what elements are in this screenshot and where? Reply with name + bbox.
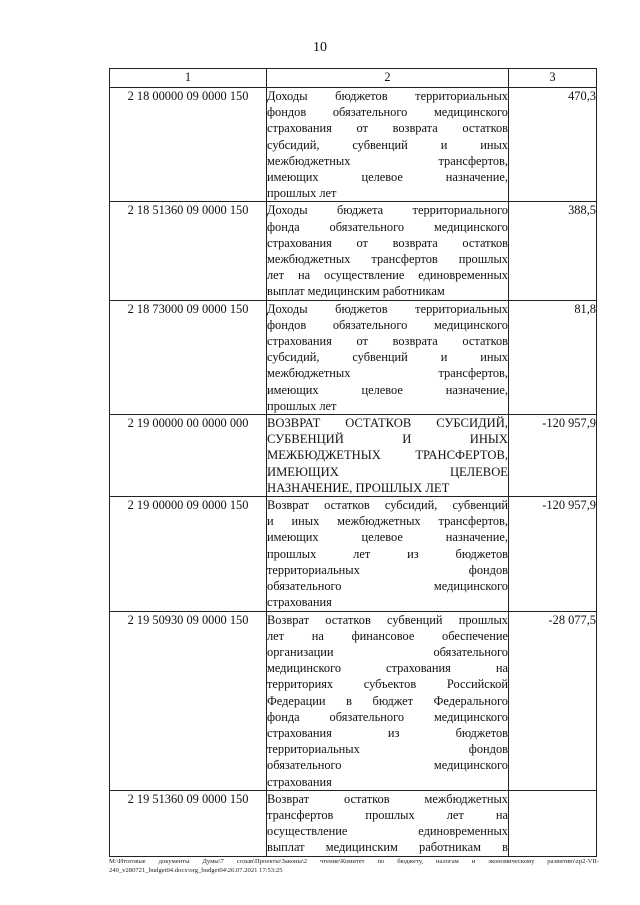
income-name-line: страхования <box>267 595 332 610</box>
budget-code-cell: 2 18 51360 09 0000 150 <box>110 202 267 300</box>
income-name-line: МЕЖБЮДЖЕТНЫХ ТРАНСФЕРТОВ, <box>267 448 508 463</box>
income-name-line: прошлых лет <box>267 398 337 413</box>
income-name-line: Федерации в бюджет Федерального <box>267 693 508 708</box>
budget-table <box>109 68 597 857</box>
income-name-line: Доходы бюджетов территориальных <box>267 301 508 316</box>
income-name-line: субсидий, субвенций и иных <box>267 350 508 365</box>
column-header-sum: 3 <box>509 69 597 88</box>
income-name-line: фондов обязательного медицинского <box>267 317 508 332</box>
income-name-line: Возврат остатков межбюджетных <box>267 791 508 806</box>
table-row <box>110 300 597 414</box>
amount-cell: -120 957,9 <box>509 415 597 497</box>
footer-file-path: M:\Итоговые документы Думы\7 созыв\Проекты\Законы\2 чтение\Комитет по бюджету, налогам и экономическому развитию\zp2-VII-240_v280721_budget04.docx\org_budget04\26.07.2021 17:53:25 <box>109 858 599 874</box>
income-name-cell <box>267 202 509 300</box>
income-name-line: трансфертов прошлых лет на <box>267 807 508 822</box>
income-name-line: НАЗНАЧЕНИЕ, ПРОШЛЫХ ЛЕТ <box>267 480 450 495</box>
income-name-line: обязательного медицинского <box>267 579 508 594</box>
income-name-line: прошлых лет из бюджетов <box>267 546 508 561</box>
budget-code-cell: 2 19 50930 09 0000 150 <box>110 611 267 790</box>
budget-code-cell: 2 19 00000 00 0000 000 <box>110 415 267 497</box>
column-header-name: 2 <box>267 69 509 88</box>
income-name-line: страхования от возврата остатков <box>267 121 508 136</box>
income-name-line: организации обязательного <box>267 644 508 659</box>
income-name-line: СУБВЕНЦИЙ И ИНЫХ <box>267 432 508 447</box>
income-name-line: имеющих целевое назначение, <box>267 170 508 185</box>
income-name-line: межбюджетных трансфертов, <box>267 366 508 381</box>
amount-cell <box>509 790 597 856</box>
amount-cell: -28 077,5 <box>509 611 597 790</box>
income-name-line: территориальных фондов <box>267 742 508 757</box>
table-row <box>110 202 597 300</box>
table-row <box>110 415 597 497</box>
income-name-line: фонда обязательного медицинского <box>267 709 508 724</box>
income-name-line: ВОЗВРАТ ОСТАТКОВ СУБСИДИЙ, <box>267 416 508 431</box>
income-name-cell <box>267 415 509 497</box>
income-name-cell <box>267 88 509 202</box>
income-name-line: прошлых лет <box>267 186 337 201</box>
table-row <box>110 790 597 856</box>
income-name-line: Возврат остатков субсидий, субвенций <box>267 498 508 513</box>
amount-cell: 81,8 <box>509 300 597 414</box>
income-name-cell <box>267 300 509 414</box>
table-row <box>110 88 597 202</box>
income-name-line: Доходы бюджетов территориальных <box>267 89 508 103</box>
income-name-line: Возврат остатков субвенций прошлых <box>267 612 508 627</box>
income-name-line: лет на осуществление единовременных <box>267 268 508 283</box>
income-name-line: фонда обязательного медицинского <box>267 219 508 234</box>
income-name-line: территориальных фондов <box>267 562 508 577</box>
table-header-row <box>110 69 597 88</box>
income-name-line: выплат медицинским работникам <box>267 284 445 299</box>
income-name-line: территориях субъектов Российской <box>267 677 508 692</box>
income-name-line: ИМЕЮЩИХ ЦЕЛЕВОЕ <box>267 464 508 479</box>
budget-code-cell: 2 18 73000 09 0000 150 <box>110 300 267 414</box>
income-name-line: осуществление единовременных <box>267 824 508 839</box>
income-name-cell <box>267 611 509 790</box>
amount-cell: -120 957,9 <box>509 497 597 611</box>
income-name-line: субсидий, субвенций и иных <box>267 137 508 152</box>
budget-code-cell: 2 19 00000 09 0000 150 <box>110 497 267 611</box>
income-name-line: фондов обязательного медицинского <box>267 105 508 120</box>
income-name-line: выплат медицинским работникам в <box>267 840 508 855</box>
budget-code-cell: 2 19 51360 09 0000 150 <box>110 790 267 856</box>
income-name-cell <box>267 790 509 856</box>
income-name-line: межбюджетных трансфертов, <box>267 153 508 168</box>
page-number: 10 <box>313 40 327 55</box>
table-row <box>110 497 597 611</box>
amount-cell: 388,5 <box>509 202 597 300</box>
income-name-line: Доходы бюджета территориального <box>267 203 508 218</box>
income-name-line: страхования из бюджетов <box>267 725 508 740</box>
income-name-line: обязательного медицинского <box>267 758 508 773</box>
income-name-line: межбюджетных трансфертов прошлых <box>267 252 508 267</box>
budget-code-cell: 2 18 00000 09 0000 150 <box>110 88 267 202</box>
income-name-line: страхования <box>267 774 332 789</box>
income-name-line: страхования от возврата остатков <box>267 334 508 349</box>
income-name-line: имеющих целевое назначение, <box>267 382 508 397</box>
income-name-line: и иных межбюджетных трансфертов, <box>267 514 508 529</box>
income-name-line: лет на финансовое обеспечение <box>267 628 508 643</box>
income-name-line: страхования от возврата остатков <box>267 235 508 250</box>
income-name-line: медицинского страхования на <box>267 661 508 676</box>
amount-cell: 470,3 <box>509 88 597 202</box>
income-name-line: имеющих целевое назначение, <box>267 530 508 545</box>
table-row <box>110 611 597 790</box>
column-header-code: 1 <box>110 69 267 88</box>
income-name-cell <box>267 497 509 611</box>
